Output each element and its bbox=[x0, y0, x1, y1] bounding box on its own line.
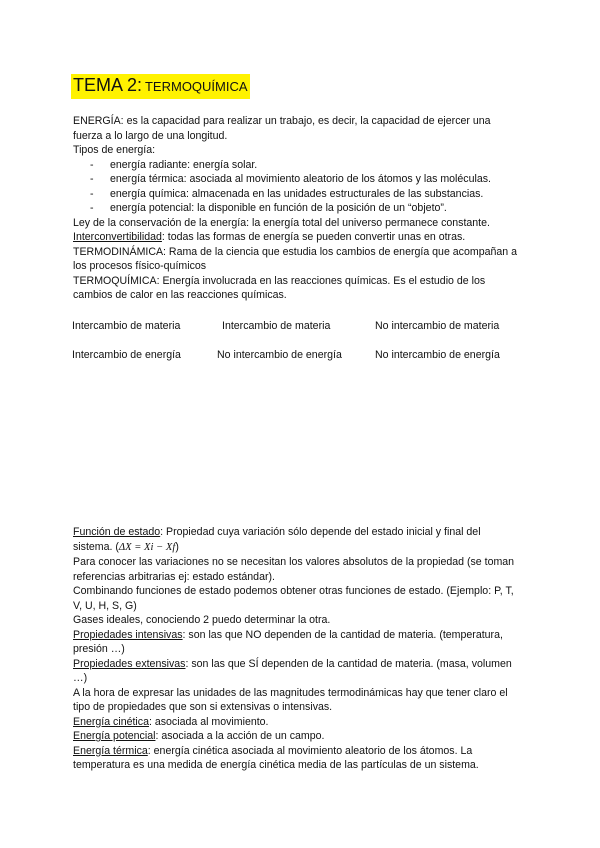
kinetic-energy bbox=[73, 715, 518, 730]
intensive-properties bbox=[73, 628, 518, 657]
tipos-heading: Tipos de energía: bbox=[73, 144, 156, 156]
energia-def: es la capacidad para realizar un trabajo, es decir, la capacidad de ejercer una fuerza a lo largo de una longitud. bbox=[73, 115, 491, 142]
lower-section bbox=[73, 525, 518, 773]
funcion-def: : Propiedad cuya variación sólo depende del estado inicial y final del sistema. ( bbox=[73, 526, 481, 553]
potencial-term: Energía potencial bbox=[73, 730, 156, 742]
potential-energy bbox=[73, 729, 518, 744]
energia-term: ENERGÍA: bbox=[73, 115, 124, 127]
funcion-estado bbox=[73, 525, 518, 555]
funcion-end: ) bbox=[175, 540, 179, 553]
list-item: - energía potencial: la disponible en función de la posición de un “objeto”. bbox=[73, 201, 518, 216]
list-item: - energía radiante: energía solar. bbox=[73, 158, 518, 173]
list-item: - energía química: almacenada en las unidades estructurales de las substancias. bbox=[73, 187, 518, 202]
funcion-term: Función de estado bbox=[73, 526, 161, 538]
interconvertibility bbox=[73, 230, 518, 245]
table-cell: No intercambio de energía bbox=[217, 349, 342, 361]
gases-text: Gases ideales, conociendo 2 puedo determinar la otra. bbox=[73, 614, 331, 626]
table-cell: No intercambio de materia bbox=[375, 320, 500, 332]
page-title bbox=[71, 74, 250, 99]
termica-def: : energía cinética asociada al movimiento aleatorio de los átomos. La temperatura es una medida de energía cinética media de las partículas de un sistema. bbox=[73, 744, 479, 771]
interconv-def: : todas las formas de energía se pueden convertir unas en otras. bbox=[161, 231, 466, 243]
extensivas-term: Propiedades extensivas bbox=[73, 657, 186, 670]
table-cell: No intercambio de energía bbox=[375, 349, 500, 361]
termoquimica-definition: TERMOQUÍMICA: Energía involucrada en las reacciones químicas. Es el estudio de los cambios de calor en las reacciones químicas. bbox=[73, 274, 486, 301]
intro-section bbox=[73, 114, 518, 303]
list-item: - energía térmica: asociada al movimiento aleatorio de los átomos y las moléculas. bbox=[73, 172, 518, 187]
extensivas-def: : son las que SÍ dependen de la cantidad de materia. (masa, volumen …) bbox=[73, 657, 512, 684]
conservation-law: Ley de la conservación de la energía: la energía total del universo permanece constante. bbox=[73, 216, 490, 229]
state-function-formula: ΔX = Xi − Xf bbox=[118, 541, 176, 553]
unidades-text: A la hora de expresar las unidades de las magnitudes termodinámicas hay que tener claro el tipo de propiedades que son si extensivas o intensivas. bbox=[73, 686, 508, 713]
cinetica-term: Energía cinética bbox=[73, 715, 149, 728]
energia-definition bbox=[73, 114, 518, 143]
table-cell: Intercambio de materia bbox=[72, 320, 181, 332]
potencial-def: : asociada a la acción de un campo. bbox=[155, 730, 325, 742]
title-number: TEMA 2: bbox=[73, 75, 143, 95]
extensive-properties bbox=[73, 657, 518, 686]
combinando-text: Combinando funciones de estado podemos obtener otras funciones de estado. (Ejemplo: P, T, V, U, H, S, G) bbox=[73, 585, 514, 612]
interconv-term: Interconvertibilidad bbox=[73, 231, 162, 243]
variaciones-text: Para conocer las variaciones no se necesitan los valores absolutos de la propiedad (se toman referencias arbitrarias ej: estado estándar). bbox=[73, 556, 515, 583]
thermal-energy bbox=[73, 744, 518, 773]
energy-types-list bbox=[73, 158, 518, 216]
intensivas-term: Propiedades intensivas bbox=[73, 628, 183, 641]
intensivas-def: : son las que NO dependen de la cantidad de materia. (temperatura, presión …) bbox=[73, 628, 503, 655]
title-topic: TERMOQUÍMICA bbox=[144, 79, 248, 94]
termica-term: Energía térmica bbox=[73, 744, 148, 757]
termodinamica-definition: TERMODINÁMICA: Rama de la ciencia que estudia los cambios de energía que acompañan a los procesos físico-químicos bbox=[73, 245, 517, 272]
table-cell: Intercambio de energía bbox=[72, 349, 181, 361]
table-cell: Intercambio de materia bbox=[222, 320, 331, 332]
cinetica-def: : asociada al movimiento. bbox=[148, 715, 269, 728]
